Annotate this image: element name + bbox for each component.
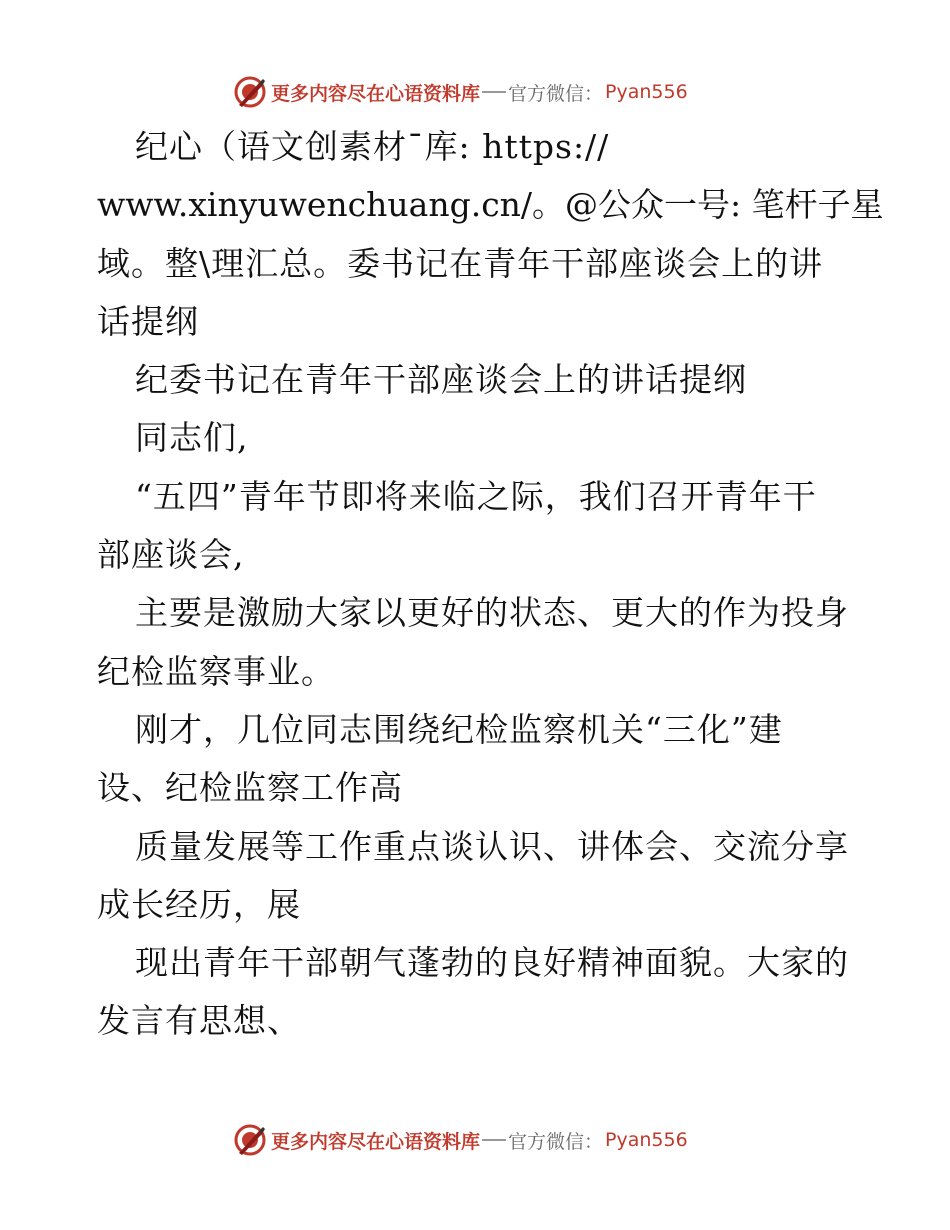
text-line: 同志们, (135, 418, 249, 458)
footer-banner-text: 更多内容尽在心语资料库 (271, 1130, 481, 1153)
text-line: 质量发展等工作重点谈认识、讲体会、交流分享 (135, 826, 849, 866)
text-line: 主要是激励大家以更好的状态、更大的作为投身 (135, 593, 849, 633)
text-line: 话提纲 (97, 301, 199, 341)
text-line: “五四”青年节即将来临之际，我们召开青年干 (135, 476, 817, 516)
text-line: 纪检监察事业。 (97, 651, 335, 691)
text-line: 成长经历，展 (97, 884, 301, 924)
text-line: www.xinyuwenchuang.cn/。@公众一号: 笔杆子星 (97, 185, 884, 225)
footer-banner (233, 1120, 753, 1160)
text-line: 域。整\理汇总。委书记在青年干部座谈会上的讲 (97, 243, 824, 283)
document-body (97, 118, 884, 1051)
header-wechat-label: 官方微信： (508, 82, 604, 105)
pen-logo-icon (233, 75, 267, 109)
footer-wechat-id: Pyan556 (605, 1129, 688, 1151)
footer-banner-dash (482, 1139, 506, 1141)
text-line: 发言有思想、 (97, 1001, 301, 1041)
header-wechat-id: Pyan556 (605, 81, 688, 103)
text-line: 部座谈会, (97, 535, 245, 575)
text-line: 刚才，几位同志围绕纪检监察机关“三化”建 (135, 709, 783, 749)
header-banner (233, 72, 753, 112)
text-line: 现出青年干部朝气蓬勃的良好精神面貌。大家的 (135, 943, 849, 983)
text-line: 纪委书记在青年干部座谈会上的讲话提纲 (135, 360, 747, 400)
pen-logo-icon (233, 1123, 267, 1157)
header-banner-text: 更多内容尽在心语资料库 (271, 82, 481, 105)
text-line: 纪心（语文创素材¯库: https:// (135, 127, 610, 166)
text-line: 设、纪检监察工作高 (97, 768, 403, 808)
header-banner-dash (482, 91, 506, 93)
footer-wechat-label: 官方微信： (508, 1130, 604, 1153)
